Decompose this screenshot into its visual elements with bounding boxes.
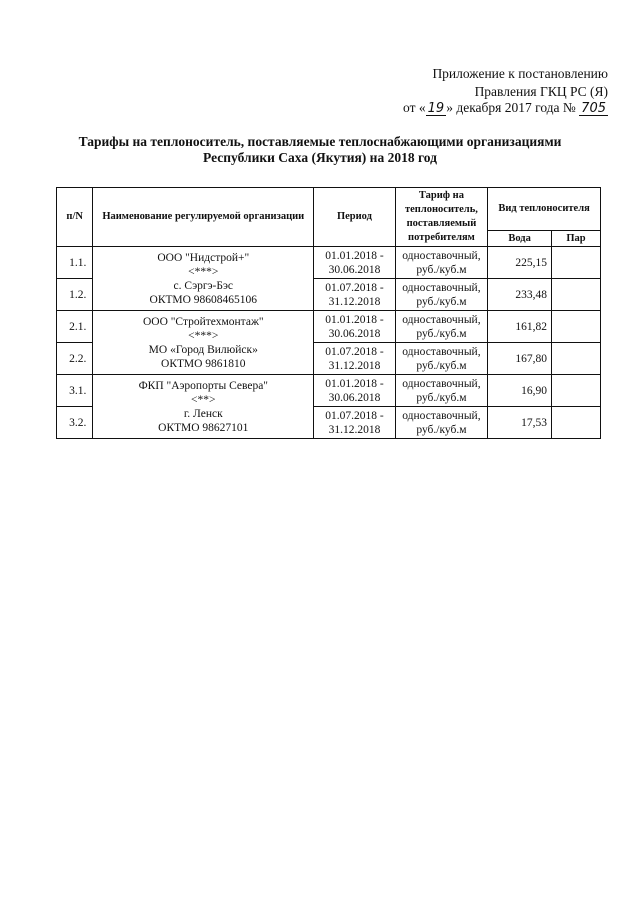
tariff-table <box>56 187 601 439</box>
org-place: г. Ленск <box>183 407 223 420</box>
tariff-type-cell <box>395 343 487 375</box>
period-end: 30.06.2018 <box>328 263 381 276</box>
tariff-type: одноставочный, <box>402 249 481 262</box>
tariff-type: одноставочный, <box>402 377 481 390</box>
handwritten-day: 19 <box>427 101 445 116</box>
table-row <box>57 247 601 279</box>
tariff-type-cell <box>395 279 487 311</box>
org-oktmo: ОКТМО 98608465106 <box>149 293 258 306</box>
appendix-header-line1: Приложение к постановлению <box>432 66 608 81</box>
col-type-header: Вид теплоносителя <box>488 188 601 231</box>
period-cell <box>314 375 396 407</box>
period-end: 30.06.2018 <box>328 391 381 404</box>
period-start: 01.01.2018 - <box>325 249 384 262</box>
tariff-unit: руб./куб.м <box>416 391 467 404</box>
tariff-type: одноставочный, <box>402 281 481 294</box>
water-value: 17,53 <box>488 407 552 439</box>
appendix-header-line2: Правления ГКЦ РС (Я) <box>474 84 608 99</box>
water-value: 16,90 <box>488 375 552 407</box>
col-org-header: Наименование регулируемой организации <box>93 188 314 247</box>
water-value: 233,48 <box>488 279 552 311</box>
org-mark: <**> <box>191 393 216 406</box>
col-num-header: п/N <box>57 188 93 247</box>
period-end: 31.12.2018 <box>328 359 381 372</box>
period-cell <box>314 247 396 279</box>
period-start: 01.01.2018 - <box>325 313 384 326</box>
tariff-type: одноставочный, <box>402 313 481 326</box>
period-start: 01.01.2018 - <box>325 377 384 390</box>
org-place: МО «Город Вилюйск» <box>148 343 258 356</box>
period-cell <box>314 343 396 375</box>
period-end: 30.06.2018 <box>328 327 381 340</box>
row-number: 1.2. <box>57 279 93 311</box>
row-number: 3.1. <box>57 375 93 407</box>
org-cell <box>93 247 314 311</box>
handwritten-number: 705 <box>581 101 606 116</box>
steam-value <box>552 279 601 311</box>
title-line1: Тарифы на теплоноситель, поставляемые теплоснабжающими организациями <box>78 134 562 149</box>
org-name: ООО "Стройтехмонтаж" <box>142 315 264 328</box>
period-start: 01.07.2018 - <box>325 281 384 294</box>
date-prefix: от « <box>403 100 426 115</box>
document-title <box>60 134 580 166</box>
tariff-unit: руб./куб.м <box>416 295 467 308</box>
tariff-unit: руб./куб.м <box>416 359 467 372</box>
period-start: 01.07.2018 - <box>325 409 384 422</box>
col-water-header: Вода <box>488 231 552 247</box>
steam-value <box>552 247 601 279</box>
row-number: 2.2. <box>57 343 93 375</box>
water-value: 225,15 <box>488 247 552 279</box>
title-line2: Республики Саха (Якутия) на 2018 год <box>203 150 437 165</box>
org-mark: <***> <box>188 329 219 342</box>
tariff-type-cell <box>395 311 487 343</box>
tariff-type-cell <box>395 407 487 439</box>
org-cell <box>93 311 314 375</box>
row-number: 3.2. <box>57 407 93 439</box>
period-cell <box>314 279 396 311</box>
date-middle: » декабря 2017 года № <box>446 100 576 115</box>
steam-value <box>552 311 601 343</box>
org-name: ООО "Нидстрой+" <box>157 251 250 264</box>
tariff-unit: руб./куб.м <box>416 263 467 276</box>
org-cell <box>93 375 314 439</box>
org-oktmo: ОКТМО 98627101 <box>158 421 249 434</box>
row-number: 2.1. <box>57 311 93 343</box>
period-cell <box>314 407 396 439</box>
table-row <box>57 375 601 407</box>
tariff-type-cell <box>395 375 487 407</box>
table-row <box>57 311 601 343</box>
period-end: 31.12.2018 <box>328 295 381 308</box>
org-place: с. Сэргэ-Бэс <box>173 279 234 292</box>
tariff-type: одноставочный, <box>402 345 481 358</box>
appendix-header-line3 <box>403 100 608 116</box>
period-start: 01.07.2018 - <box>325 345 384 358</box>
org-oktmo: ОКТМО 9861810 <box>161 357 246 370</box>
col-tariff-header: Тариф на теплоноситель, поставляемый потребителям <box>395 188 487 247</box>
steam-value <box>552 343 601 375</box>
water-value: 161,82 <box>488 311 552 343</box>
row-number: 1.1. <box>57 247 93 279</box>
col-steam-header: Пар <box>552 231 601 247</box>
water-value: 167,80 <box>488 343 552 375</box>
steam-value <box>552 375 601 407</box>
org-mark: <***> <box>188 265 219 278</box>
steam-value <box>552 407 601 439</box>
tariff-type-cell <box>395 247 487 279</box>
period-end: 31.12.2018 <box>328 423 381 436</box>
tariff-type: одноставочный, <box>402 409 481 422</box>
tariff-unit: руб./куб.м <box>416 327 467 340</box>
tariff-unit: руб./куб.м <box>416 423 467 436</box>
period-cell <box>314 311 396 343</box>
col-period-header: Период <box>314 188 396 247</box>
org-name: ФКП "Аэропорты Севера" <box>138 379 268 392</box>
table-header-row <box>57 188 601 231</box>
